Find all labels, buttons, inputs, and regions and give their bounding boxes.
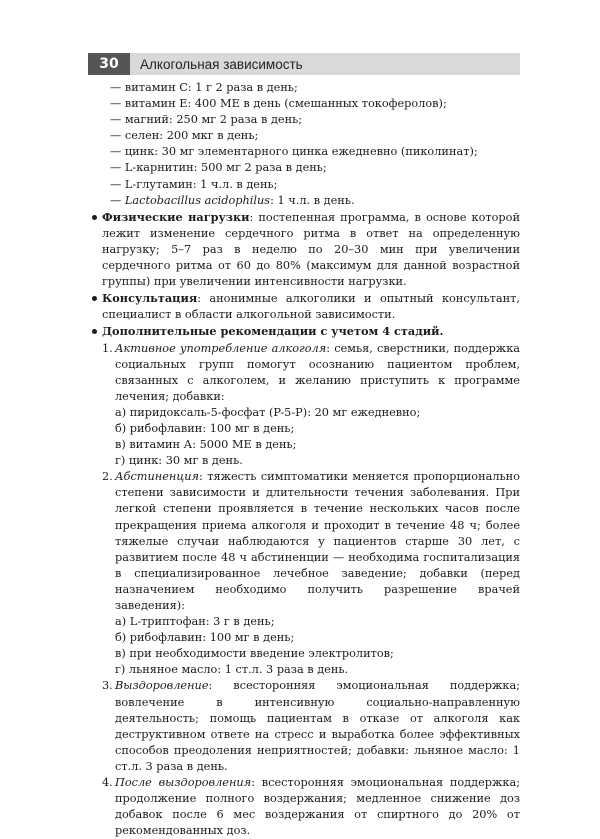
supplement-item: — цинк: 30 мг элементарного цинка ежедневно (пиколинат); bbox=[110, 144, 520, 160]
running-header bbox=[88, 53, 520, 75]
stage-term: Абстиненция bbox=[115, 470, 199, 483]
stage-number: 2. bbox=[102, 469, 113, 485]
stage-text: : семья, сверстники, поддержка социальных групп помогут осознанию пациентом проблем, связанных с алкоголем, и желанию приступить к программе лечения; добавки: bbox=[115, 342, 520, 403]
stage-term: После выздоровления bbox=[115, 776, 251, 789]
stage-supplement-item: а) пиридоксаль-5-фосфат (P-5-P): 20 мг ежедневно; bbox=[115, 405, 520, 421]
exercise-term: Физические нагрузки bbox=[102, 210, 250, 224]
supplement-item: — магний: 250 мг 2 раза в день; bbox=[110, 112, 520, 128]
stage-supplement-item: г) цинк: 30 мг в день. bbox=[115, 453, 520, 469]
page-content bbox=[88, 80, 520, 839]
stage-supplement-item: б) рибофлавин: 100 мг в день; bbox=[115, 421, 520, 437]
stage-item bbox=[102, 469, 520, 678]
stage-list bbox=[102, 341, 520, 839]
supplement-item: — витамин Е: 400 МЕ в день (смешанных токоферолов); bbox=[110, 96, 520, 112]
exercise-paragraph bbox=[88, 209, 520, 290]
recommendation-list bbox=[88, 209, 520, 839]
stage-item bbox=[102, 678, 520, 775]
stage-term: Активное употребление алкоголя bbox=[115, 342, 326, 355]
supplement-item: — селен: 200 мкг в день; bbox=[110, 128, 520, 144]
supplement-item: — L-карнитин: 500 мг 2 раза в день; bbox=[110, 160, 520, 176]
stage-supplements bbox=[115, 614, 520, 678]
exercise-text: : постепенная программа, в основе которой лежит изменение сердечного ритма в ответ на определенную нагрузку; 5–7 раз в неделю по 20–30 мин при увеличении сердечного ритма от 60 до 80% (максимум для данной возрастной группы) при увеличении интенсивности нагрузки. bbox=[102, 211, 520, 288]
stage-supplement-item: а) L-триптофан: 3 г в день; bbox=[115, 614, 520, 630]
stage-item bbox=[102, 775, 520, 839]
stage-text: : всесторонняя эмоциональная поддержка; вовлечение в интенсивную социально-направленную деятельность; помощь пациентам в отказе от алкоголя как деструктивном ответе на стресс и выработка более эффективных способов преодоления неприятностей; добавки: льняное масло: 1 ст.л. 3 раза в день. bbox=[115, 679, 520, 772]
chapter-title: Алкогольная зависимость bbox=[140, 57, 303, 72]
supplement-list bbox=[110, 80, 520, 209]
consultation-paragraph bbox=[88, 290, 520, 323]
stage-number: 4. bbox=[102, 775, 113, 791]
stage-supplement-item: в) при необходимости введение электролитов; bbox=[115, 646, 520, 662]
additional-recommendations bbox=[88, 323, 520, 839]
supplement-item: — витамин С: 1 г 2 раза в день; bbox=[110, 80, 520, 96]
stage-supplement-item: б) рибофлавин: 100 мг в день; bbox=[115, 630, 520, 646]
supplement-item: — L-глутамин: 1 ч.л. в день; bbox=[110, 177, 520, 193]
consultation-term: Консультация bbox=[102, 291, 197, 305]
stage-supplement-item: г) льняное масло: 1 ст.л. 3 раза в день. bbox=[115, 662, 520, 678]
stage-term: Выздоровление bbox=[115, 679, 209, 692]
stage-text: : тяжесть симптоматики меняется пропорционально степени зависимости и длительности течения заболевания. При легкой степени проявляется в течение нескольких часов после прекращения приема алкоголя и проходит в течение 48 ч; более тяжелые случаи наблюдаются у пациентов старше 30 лет, с развитием после 48 ч абстиненции — необходима госпитализация в специализированное лечебное заведение; добавки (перед назначением необходимо получить разрешение врачей заведения): bbox=[115, 470, 520, 612]
stage-item bbox=[102, 341, 520, 470]
lactobacillus-name: Lactobacillus acidophilus bbox=[125, 194, 270, 207]
additional-heading: Дополнительные рекомендации с учетом 4 стадий. bbox=[102, 324, 443, 338]
stage-number: 3. bbox=[102, 678, 113, 694]
stage-supplements bbox=[115, 405, 520, 469]
stage-text: : всесторонняя эмоциональная поддержка; продолжение полного воздержания; медленное снижение доз добавок после 6 мес воздержания от спиртного до 20% от рекомендованных доз. bbox=[115, 776, 520, 837]
page-number: 30 bbox=[88, 53, 130, 75]
consultation-text: : анонимные алкоголики и опытный консультант, специалист в области алкогольной зависимости. bbox=[102, 292, 520, 321]
lactobacillus-dose: : 1 ч.л. в день. bbox=[270, 194, 354, 207]
supplement-item-lactobacillus bbox=[110, 193, 520, 209]
stage-supplement-item: в) витамин А: 5000 МЕ в день; bbox=[115, 437, 520, 453]
stage-number: 1. bbox=[102, 341, 113, 357]
